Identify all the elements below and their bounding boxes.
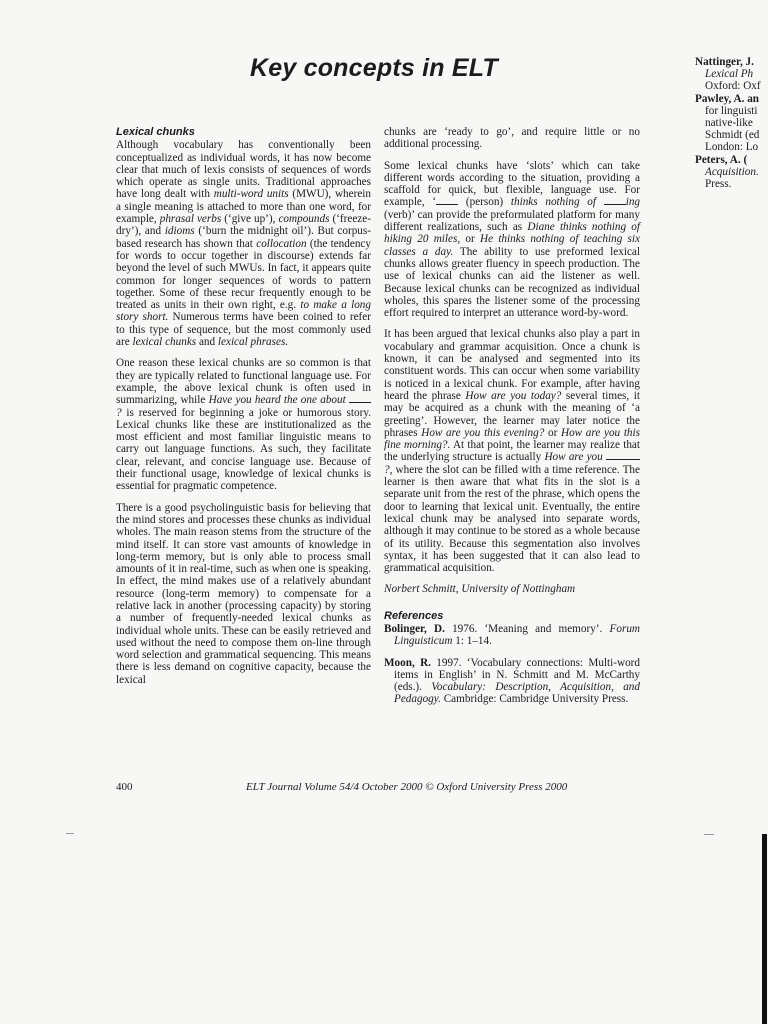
text-run: (verb)’ can provide the preformulated platform for many different realizations, such as xyxy=(384,208,640,234)
italic-text: Diane thinks nothing of hiking 20 miles, xyxy=(384,221,641,246)
italic-text: idioms xyxy=(164,225,195,238)
text-run: Press. xyxy=(705,178,732,191)
fill-in-blank xyxy=(349,394,371,403)
page-edge-shadow xyxy=(762,834,767,1024)
text-run: is reserved for beginning a joke or humorous story. Lexical chunks like these are institutionalized as the most efficient and most familiar linguistic means to carry out language functions. As such, they facilitate clear, relevant, and concise language use. Because of their functional usage, knowledge of lexical chunks is essential for pragmatic competence. xyxy=(116,406,371,493)
italic-text: Have you heard the one about xyxy=(208,394,346,407)
italic-text: Lexical Ph xyxy=(705,68,754,81)
text-run: Numerous terms have been coined to refer to this type of sequence, but the most commonly used are xyxy=(116,311,371,349)
left-paragraphs xyxy=(116,139,371,686)
italic-text: lexical chunks xyxy=(132,336,197,349)
strip-line xyxy=(695,141,768,153)
bold-text: Pawley, A. an xyxy=(695,92,760,105)
italic-text: Forum Linguisticum xyxy=(394,622,640,648)
text-run: chunks are ‘ready to go’, and require little or no additional processing. xyxy=(384,126,640,151)
text-run xyxy=(596,196,604,208)
fill-in-blank xyxy=(436,196,458,205)
italic-text: collocation xyxy=(256,237,307,250)
middle-paragraphs xyxy=(384,126,640,574)
strip-line xyxy=(695,56,768,68)
italic-text: Acquisition. xyxy=(705,165,759,178)
section-heading: Lexical chunks xyxy=(116,126,195,138)
paragraph xyxy=(116,502,371,686)
italic-text: How are you this evening? xyxy=(421,426,545,439)
text-run: It has been argued that lexical chunks also play a part in vocabulary and grammar acquisition. Once a chunk is known, it can be analysed and segmented into its constituent words. This can occur when some variability is noticed in a lexical chunk. For example, after having heard the phrase xyxy=(384,328,640,402)
text-run: 1997. ‘Vocabulary connections: Multi-word items in English’ in N. Schmitt and M. McCarthy (eds.). xyxy=(394,656,640,694)
fill-in-blank xyxy=(606,451,640,460)
journal-citation: ELT Journal Volume 54/4 October 2000 © Oxford University Press 2000 xyxy=(246,781,568,793)
reference-entry xyxy=(384,623,640,648)
strip-line xyxy=(695,105,768,117)
strip-line xyxy=(695,117,768,129)
text-run: Some lexical chunks have ‘slots’ which can take different words according to the situation, providing a scaffold for quick, but flexible, language use. For example, ‘ xyxy=(384,159,640,209)
fill-in-blank xyxy=(604,196,626,205)
strip-line xyxy=(695,80,768,92)
adjacent-page-references xyxy=(695,56,768,190)
strip-line xyxy=(695,93,768,105)
text-run: There is a good psycholinguistic basis for believing that the mind stores and processes these chunks as individual wholes. The main reason stems from the structure of the mind itself. It can store vast amounts of knowledge in long-term memory, but is only able to process small amounts of it in real-time, such as when one is speaking. In effect, the mind makes use of a relatively abundant resource (long-term memory) to compensate for a relative lack in another (processing capacity) by storing a number of frequently-needed lexical chunks as individual whole units. These can be easily retrieved and used without the need to compose them on-line through word selection and grammatical sequencing. This means there is less demand on cognitive capacity, because the lexical xyxy=(116,501,371,686)
text-run: Schmidt (ed xyxy=(705,129,760,142)
strip-line xyxy=(695,68,768,80)
text-run: 1976. ‘Meaning and memory’. xyxy=(444,622,610,635)
text-run: At that point, the learner may realize that the underlying structure is actually xyxy=(384,439,640,464)
text-run: (‘give up’), xyxy=(221,213,279,226)
italic-text: Vocabulary: Description, Acquisition, and Pedagogy. xyxy=(394,681,640,706)
strip-line xyxy=(695,154,768,166)
page-title: Key concepts in ELT xyxy=(250,54,498,82)
scan-speck xyxy=(66,833,74,834)
text-run: London: Lo xyxy=(705,141,759,154)
text-run: The ability to use preformed lexical chunks allows greater fluency in speech production. The use of lexical chunks can aid the listener as well. Because lexical chunks can be recognized as individual wholes, this spares the listener some of the processing effort required to interpret an utterance word-by-word. xyxy=(384,245,640,320)
text-run: Oxford: Oxf xyxy=(705,80,761,93)
text-run: Cambridge: Cambridge University Press. xyxy=(440,693,629,706)
text-run: Although vocabulary has conventionally been conceptualized as individual words, it has now become clear that much of lexis consists of sequences of words which operate as single units. Traditional approaches have long dealt with xyxy=(116,139,371,201)
italic-text: compounds xyxy=(278,213,330,226)
strip-line xyxy=(695,129,768,141)
italic-text: thinks nothing of xyxy=(510,196,596,209)
text-run: (‘freeze-dry’), and xyxy=(116,213,371,238)
scan-speck xyxy=(704,834,714,835)
text-run: (MWU), wherein a single meaning is attached to more than one word, for example, xyxy=(116,188,371,226)
text-run: (‘burn the midnight oil’). But corpus-based research has shown that xyxy=(116,225,371,250)
paragraph xyxy=(116,357,371,492)
italic-text: to make a long story short. xyxy=(116,299,371,324)
text-run: and xyxy=(196,336,218,349)
italic-text: How are you xyxy=(544,451,603,464)
strip-line xyxy=(695,166,768,178)
italic-text: ? xyxy=(116,406,122,419)
italic-text: phrasal verbs xyxy=(159,213,222,226)
italic-text: lexical phrases. xyxy=(217,336,289,349)
page-number: 400 xyxy=(116,781,133,793)
paragraph xyxy=(384,328,640,574)
text-run: native-like xyxy=(705,117,753,130)
text-run: or xyxy=(544,426,561,439)
strip-line xyxy=(695,178,768,190)
paragraph xyxy=(384,126,640,151)
left-column xyxy=(116,126,371,695)
paragraph xyxy=(116,139,371,348)
italic-text: ?, xyxy=(384,463,393,476)
italic-text: How are you this fine morning?. xyxy=(384,426,640,452)
reference-entry xyxy=(384,657,640,706)
bold-text: Bolinger, D. xyxy=(384,622,445,635)
author-attribution: Norbert Schmitt, University of Nottingham xyxy=(384,583,576,596)
text-run: 1: 1–14. xyxy=(452,635,492,648)
text-run: for linguisti xyxy=(705,104,758,117)
bold-text: Peters, A. ( xyxy=(695,153,748,166)
italic-text: He thinks nothing of teaching six classes a day. xyxy=(384,233,640,258)
bold-text: Moon, R. xyxy=(384,656,431,669)
bold-text: Nattinger, J. xyxy=(695,56,754,68)
paragraph xyxy=(384,160,640,320)
middle-column xyxy=(384,126,640,715)
text-run: where the slot can be filled with a time reference. The learner is then aware that what fits in the slot is a separate unit from the rest of the phrase, which opens the door to learning that lexical unit. Eventually, the entire lexical chunk may be analysed into separate words, although it may continue to be stored as a whole because of its utility. Because this segmentation also involves syntax, it has been suggested that it can also lead to grammatical acquisition. xyxy=(384,463,640,575)
text-run: several times, it may be acquired as a chunk with the meaning of ‘a greeting’. However, the learner may later notice the phrases xyxy=(384,389,640,439)
references-heading: References xyxy=(384,609,444,622)
italic-text: How are you today? xyxy=(465,389,562,402)
italic-text: multi-word units xyxy=(213,188,289,201)
text-run: One reason these lexical chunks are so common is that they are typically related to functional language use. For example, the above lexical chunk is often used in summarizing, while xyxy=(116,357,371,407)
text-run: (the tendency for words to occur together in discourse) extends far beyond the level of such MWUs. In fact, it appears quite common for longer sequences of words to pattern together. Some of these recur frequently enough to be treated as units in their own right, e.g. xyxy=(116,237,371,312)
references-list xyxy=(384,623,640,706)
text-run: or xyxy=(460,233,480,246)
italic-text: ing xyxy=(625,196,641,209)
text-run: (person) xyxy=(458,196,511,209)
